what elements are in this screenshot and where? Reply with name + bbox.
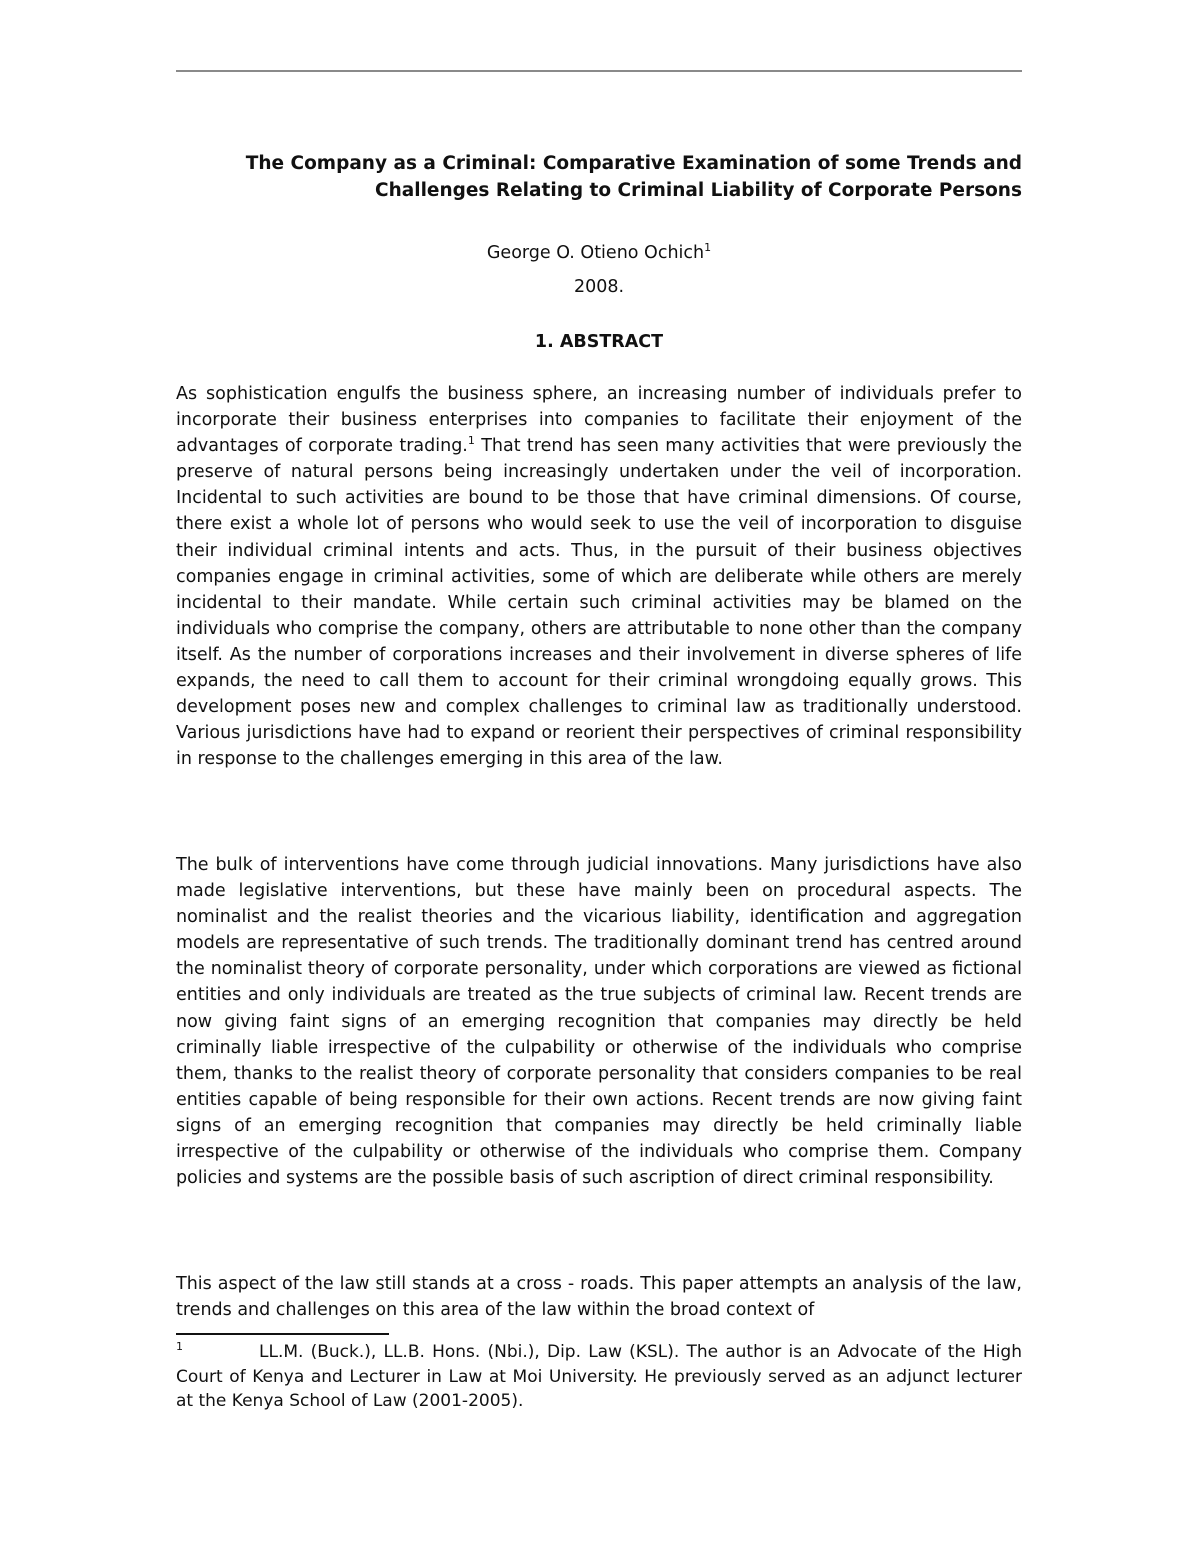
footnote-separator — [176, 1333, 389, 1335]
author-line — [176, 240, 1022, 266]
paragraph-1-footnote-ref[interactable]: 1 — [467, 434, 475, 448]
author-footnote-ref[interactable]: 1 — [704, 241, 712, 255]
abstract-paragraph-3: This aspect of the law still stands at a cross - roads. This paper attempts an analysis of the law, trends and challenges on this area of the law within the broad context of — [176, 1274, 1022, 1321]
paragraph-1-text-b: That trend has seen many activities that were previously the preserve of natural persons being increasingly undertaken under the veil of incorporation. Incidental to such activities are bound to be those that have criminal dimensions. Of course, there exist a whole lot of persons who would seek to use the veil of incorporation to disguise their individual criminal intents and acts. Thus, in the pursuit of their business objectives companies engage in criminal activities, some of which are deliberate while others are merely incidental to their mandate. While certain such criminal activities may be blamed on the individuals who comprise the company, others are attributable to none other than the company itself. As the number of corporations increases and their involvement in diverse spheres of life expands, the need to call them to account for their criminal wrongdoing equally grows. This development poses new and complex challenges to criminal law as traditionally understood. Various jurisdictions have had to expand or reorient their perspectives of criminal responsibility in response to the challenges emerging in this area of the law. — [176, 436, 1022, 770]
paper-title: The Company as a Criminal: Comparative Examination of some Trends and Challenges Relating to Criminal Liability of Corporate Persons — [245, 153, 1022, 201]
abstract-paragraph-1 — [176, 381, 1022, 772]
publication-year: 2008. — [573, 277, 625, 297]
footnote-1: 1 LL.M. (Buck.), LL.B. Hons. (Nbi.), Dip. Law (KSL). The author is an Advocate of the High Court of Kenya and Lecturer in Law at Moi University. He previously served as an adjunct lecturer at the Kenya School of Law (2001-2005). — [176, 1340, 1022, 1411]
paragraph-1-text-a: As sophistication engulfs the business sphere, an increasing number of individuals prefer to incorporate their business enterprises into companies to facilitate their enjoyment of the advantages of corporate trading. — [176, 384, 1022, 457]
section-heading-abstract: 1. ABSTRACT — [534, 332, 664, 352]
header-rule — [176, 70, 1022, 72]
footnote-text: LL.M. (Buck.), LL.B. Hons. (Nbi.), Dip. Law (KSL). The author is an Advocate of the High Court of Kenya and Lecturer in Law at Moi University. He previously served as an adjunct lecturer at the Kenya School of Law (2001-2005). — [176, 1342, 1022, 1411]
author-name: George O. Otieno Ochich — [486, 243, 705, 263]
abstract-paragraph-2: The bulk of interventions have come through judicial innovations. Many jurisdictions have also made legislative interventions, but these have mainly been on procedural aspects. The nominalist and the realist theories and the vicarious liability, identification and aggregation models are representative of such trends. The traditionally dominant trend has centred around the nominalist theory of corporate personality, under which corporations are viewed as fictional entities and only individuals are treated as the true subjects of criminal law. Recent trends are now giving faint signs of an emerging recognition that companies may directly be held criminally liable irrespective of the culpability or otherwise of the individuals who comprise them, thanks to the realist theory of corporate personality that considers companies to be real entities capable of being responsible for their own actions. Recent trends are now giving faint signs of an emerging recognition that companies may directly be held criminally liable irrespective of the culpability or otherwise of the individuals who comprise them. Company policies and systems are the possible basis of such ascription of direct criminal responsibility. — [176, 855, 1022, 1189]
document-page — [176, 0, 1022, 1553]
